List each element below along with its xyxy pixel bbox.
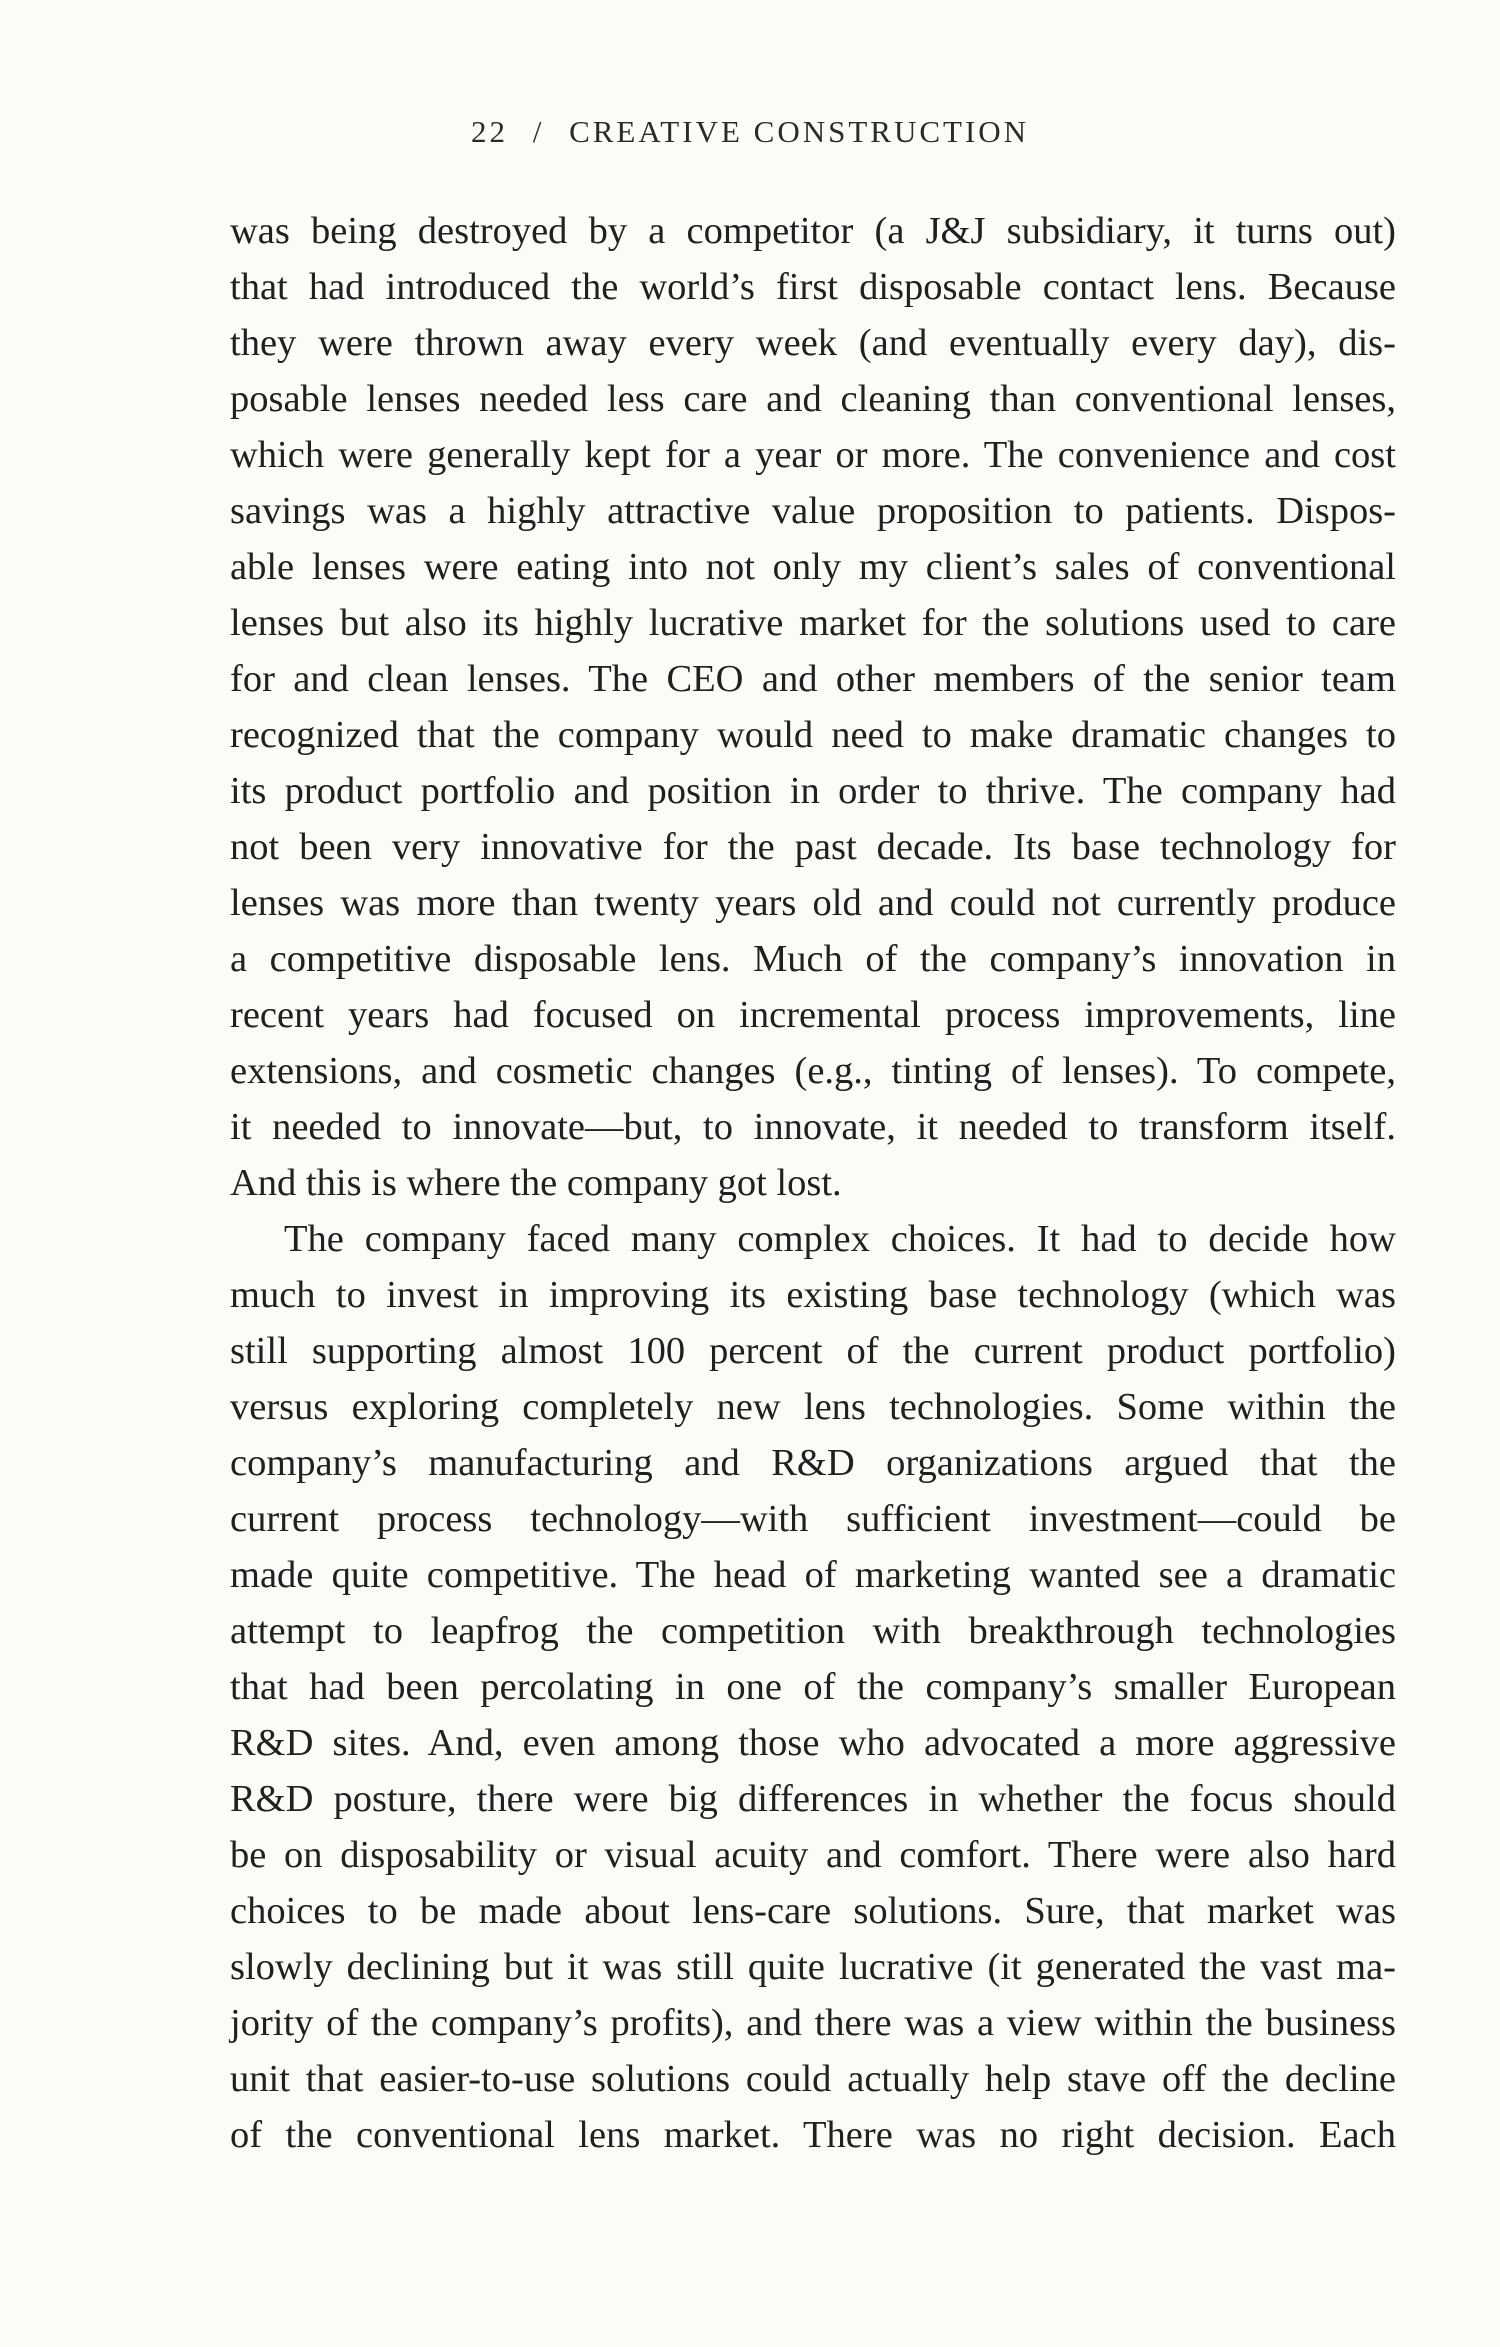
body-text [230,203,1396,2163]
text-line: a competitive disposable lens. Much of the company’s innovation in [230,938,1396,980]
text-line: not been very innovative for the past decade. Its base technology for [230,826,1396,868]
text-line: slowly declining but it was still quite lucrative (it generated the vast ma- [230,1946,1396,1988]
text-line: of the conventional lens market. There was no right decision. Each [230,2114,1396,2156]
text-line: made quite competitive. The head of marketing wanted see a dramatic [230,1554,1396,1596]
text-line: that had introduced the world’s first disposable contact lens. Because [230,266,1396,308]
text-line: R&D posture, there were big differences in whether the focus should [230,1778,1396,1820]
text-line: it needed to innovate—but, to innovate, it needed to transform itself. [230,1106,1396,1148]
text-line: extensions, and cosmetic changes (e.g., tinting of lenses). To compete, [230,1050,1396,1092]
text-line: recent years had focused on incremental process improvements, line [230,994,1396,1036]
text-line: company’s manufacturing and R&D organizations argued that the [230,1442,1396,1484]
text-line: still supporting almost 100 percent of the current product portfolio) [230,1330,1396,1372]
paragraph [230,1211,1396,2163]
text-line: be on disposability or visual acuity and comfort. There were also hard [230,1834,1396,1876]
paragraph [230,203,1396,1211]
text-line: unit that easier-to-use solutions could actually help stave off the decline [230,2058,1396,2100]
text-line: able lenses were eating into not only my client’s sales of conventional [230,546,1396,588]
running-head [0,112,1500,152]
text-line: The company faced many complex choices. It had to decide how [284,1218,1396,1260]
text-line: posable lenses needed less care and cleaning than conventional lenses, [230,378,1396,420]
text-line: versus exploring completely new lens technologies. Some within the [230,1386,1396,1428]
text-line: its product portfolio and position in order to thrive. The company had [230,770,1396,812]
text-line: for and clean lenses. The CEO and other members of the senior team [230,658,1396,700]
text-line: attempt to leapfrog the competition with breakthrough technologies [230,1610,1396,1652]
text-line: which were generally kept for a year or more. The convenience and cost [230,434,1396,476]
text-line: recognized that the company would need to make dramatic changes to [230,714,1396,756]
text-line: they were thrown away every week (and eventually every day), dis- [230,322,1396,364]
text-line: current process technology—with sufficient investment—could be [230,1498,1396,1540]
header-separator: / [532,114,545,149]
text-line: savings was a highly attractive value proposition to patients. Dispos- [230,490,1396,532]
text-line: jority of the company’s profits), and there was a view within the business [230,2002,1396,2044]
text-line: was being destroyed by a competitor (a J&J subsidiary, it turns out) [230,210,1396,252]
running-title: CREATIVE CONSTRUCTION [569,114,1030,149]
text-line: choices to be made about lens-care solutions. Sure, that market was [230,1890,1396,1932]
text-line: And this is where the company got lost. [230,1162,842,1204]
text-line: lenses but also its highly lucrative market for the solutions used to care [230,602,1396,644]
text-line: that had been percolating in one of the company’s smaller European [230,1666,1396,1708]
text-line: much to invest in improving its existing base technology (which was [230,1274,1396,1316]
text-line: R&D sites. And, even among those who advocated a more aggressive [230,1722,1396,1764]
text-line: lenses was more than twenty years old and could not currently produce [230,882,1396,924]
page-number: 22 [470,114,508,149]
